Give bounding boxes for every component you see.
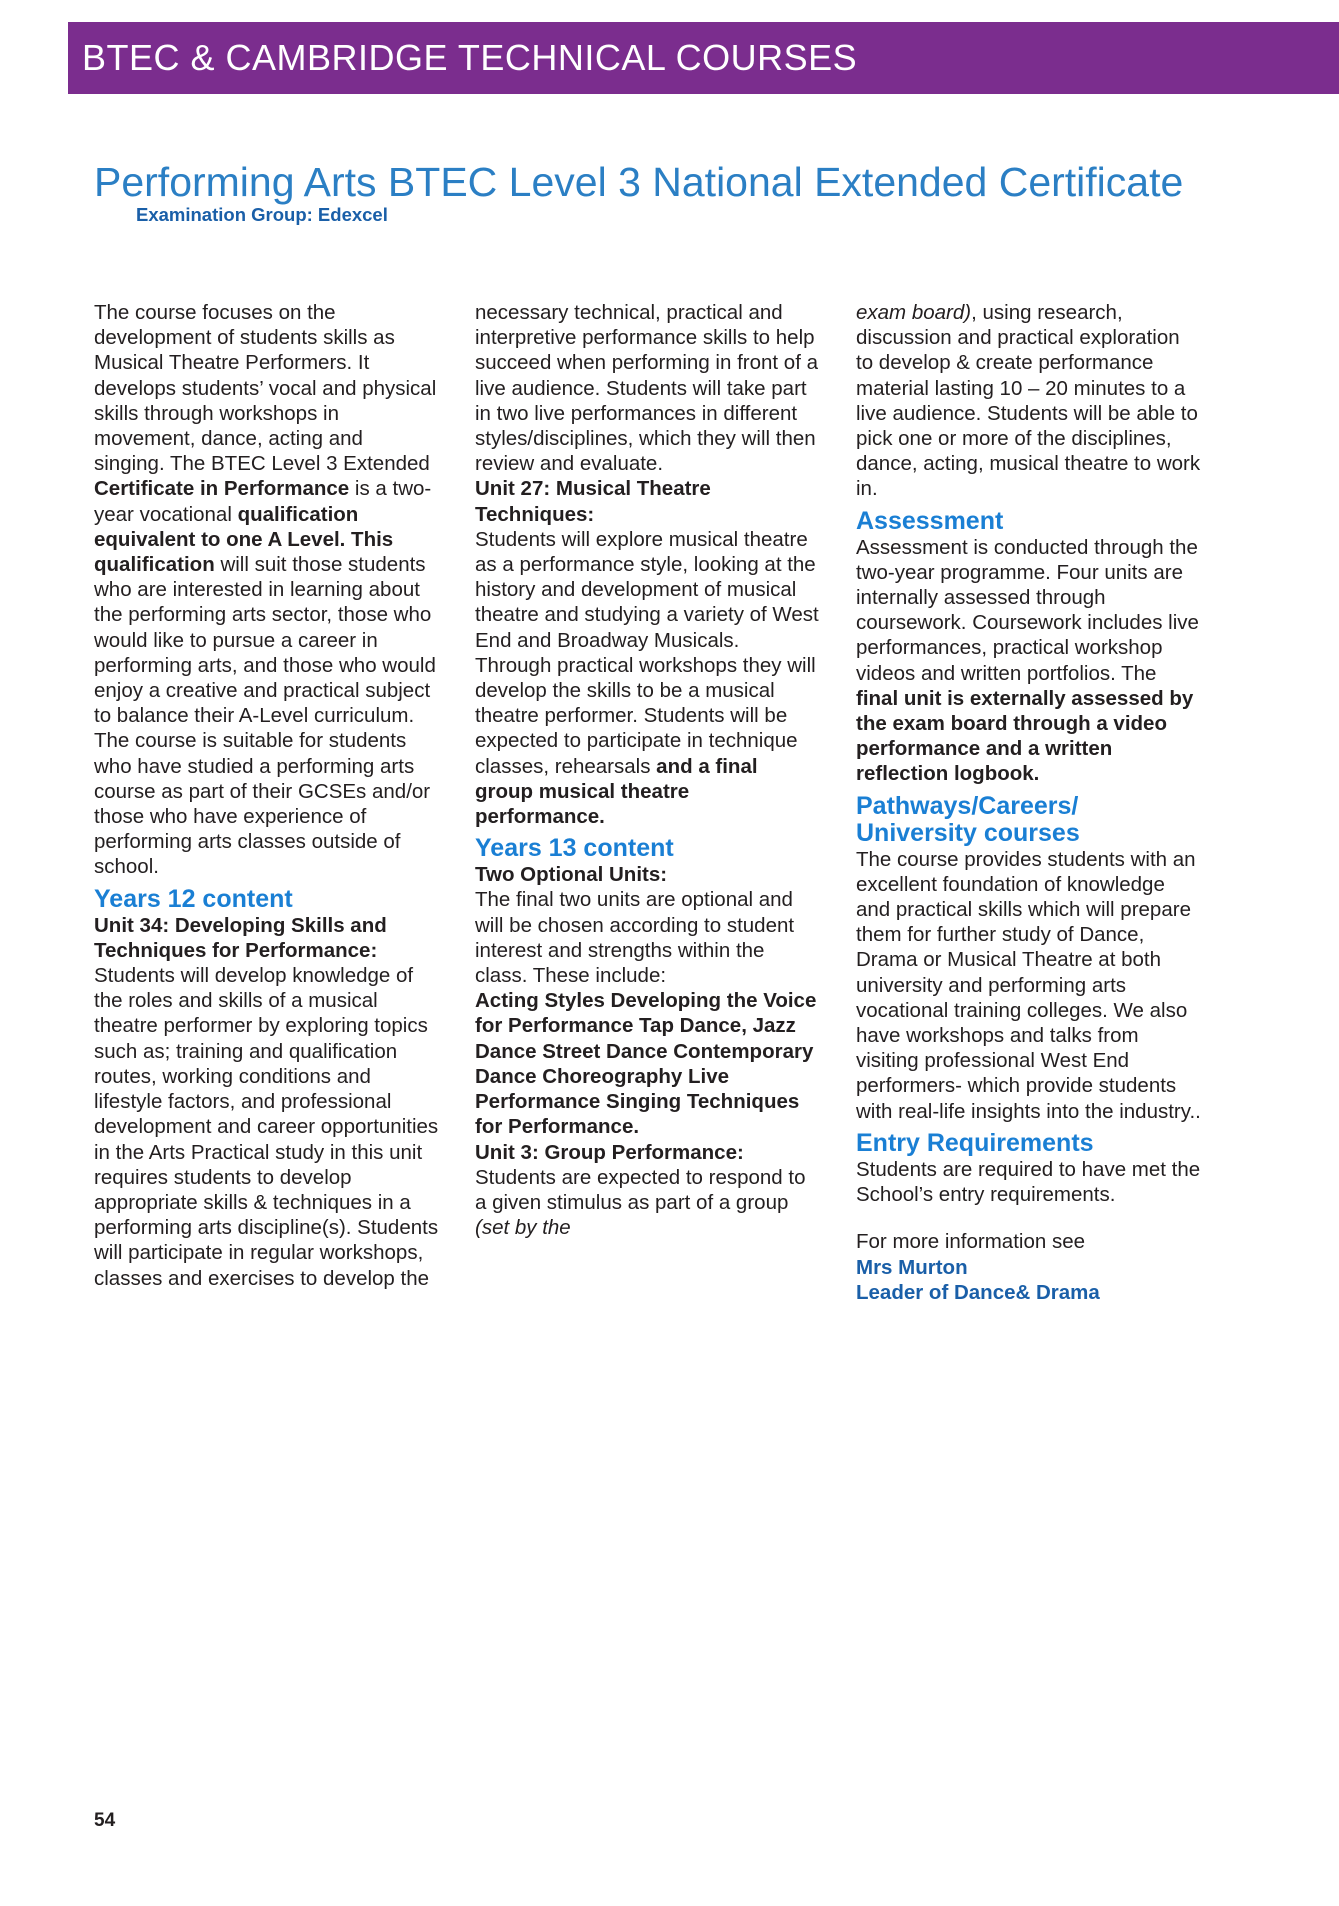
unit-27-text-bold: and a final group musical theatre performance. [475,754,758,829]
contact-role: Leader of Dance& Drama [856,1280,1100,1304]
optional-units-list: Acting Styles Developing the Voice for Performance Tap Dance, Jazz Dance Street Dance Contemporary Dance Choreography Live Performance Singing Techniques for Performance. [475,989,817,1139]
pathways-body: The course provides students with an excellent foundation of knowledge and practical skills which will prepare them for further study of Dance, Drama or Musical Theatre at both university and performing arts vocational training colleges. We also have workshops and talks from visiting professional West End performers- which provide students with real-life insights into the industry.. [856,847,1201,1123]
column-3 [856,300,1201,1305]
intro-text-1: The course focuses on the development of students skills as Musical Theatre Performers. It develops students’ vocal and physical skills through workshops in movement, dance, acting and singing. The BTEC Level 3 Extended [94,301,437,476]
unit-27-body [475,527,820,829]
assessment-body [856,535,1201,787]
column-1 [94,300,439,1305]
heading-pathways-careers: Pathways/Careers/ University courses [856,791,1080,847]
body-columns [94,300,1247,1305]
header-title: BTEC & CAMBRIDGE TECHNICAL COURSES [82,37,858,78]
heading-two-optional-units: Two Optional Units: [475,863,668,887]
title-block [94,160,1214,232]
intro-bold-2: qualification equivalent to one A Level. This qualification [94,502,394,577]
intro-bold-1: Certificate in Performance [94,477,355,501]
page-number: 54 [94,1810,116,1831]
heading-years-12-content: Years 12 content [94,884,293,913]
unit-3-text: Students are expected to respond to a given stimulus as part of a group [475,1165,806,1214]
heading-assessment: Assessment [856,506,1004,535]
exam-group-label: Examination Group: Edexcel [136,204,388,226]
spacer [856,1207,1201,1229]
heading-unit-27: Unit 27: Musical Theatre Techniques: [475,477,711,526]
assessment-text-bold: final unit is externally assessed by the exam board through a video performance and a written reflection logbook. [856,686,1194,786]
header-band [68,22,1339,94]
unit-3-text-continued: , using research, discussion and practical exploration to develop & create performance material lasting 10 – 20 minutes to a live audience. Students will be able to pick one or more of the disciplines, dance, acting, musical theatre to work in. [856,301,1201,501]
column-2 [475,300,820,1305]
continued-body: necessary technical, practical and interpretive performance skills to help succeed when performing in front of a live audience. Students will take part in two live performances in different styles/disciplines, which they will then review and evaluate. [475,301,818,476]
heading-years-13-content: Years 13 content [475,834,674,863]
page-title: Performing Arts BTEC Level 3 National Extended Certificate [94,159,1184,205]
assessment-text: Assessment is conducted through the two-year programme. Four units are internally assessed through coursework. Coursework includes live performances, practical workshop videos and written portfolios. The [856,535,1199,685]
intro-text-3: will suit those students who are interested in learning about the performing arts sector, those who would like to pursue a career in performing arts, and those who would enjoy a creative and practical subject to balance their A-Level curriculum. The course is suitable for students who have studied a performing arts course as part of their GCSEs and/or those who have experience of performing arts classes outside of school. [94,553,436,879]
unit-3-continued [856,300,1201,502]
more-information-text: For more information see [856,1230,1086,1254]
unit-3-body [475,1165,820,1241]
heading-unit-34: Unit 34: Developing Skills and Techniques for Performance: [94,913,387,962]
contact-name: Mrs Murton [856,1255,968,1279]
unit-27-text: Students will explore musical theatre as a performance style, looking at the history and development of musical theatre and studying a variety of West End and Broadway Musicals. Through practical workshops they will develop the skills to be a musical theatre performer. Students will be expected to participate in technique classes, rehearsals [475,527,819,778]
intro-text-2: is a two-year vocational [94,477,432,526]
heading-unit-3: Unit 3: Group Performance: [475,1140,744,1164]
unit-34-body: Students will develop knowledge of the roles and skills of a musical theatre performer by exploring topics such as; training and qualification routes, working conditions and lifestyle factors, and professional development and career opportunities in the Arts Practical study in this unit requires students to develop appropriate skills & techniques in a performing arts discipline(s). Students will participate in regular workshops, classes and exercises to develop the [94,964,439,1290]
unit-3-italic-continued: exam board) [856,301,972,324]
optional-units-body: The final two units are optional and will be chosen according to student interest and strengths within the class. These include: [475,888,795,988]
intro-paragraph [94,300,439,880]
unit-3-italic: (set by the [475,1216,571,1240]
entry-requirements-body: Students are required to have met the School’s entry requirements. [856,1157,1201,1207]
heading-entry-requirements: Entry Requirements [856,1128,1094,1157]
